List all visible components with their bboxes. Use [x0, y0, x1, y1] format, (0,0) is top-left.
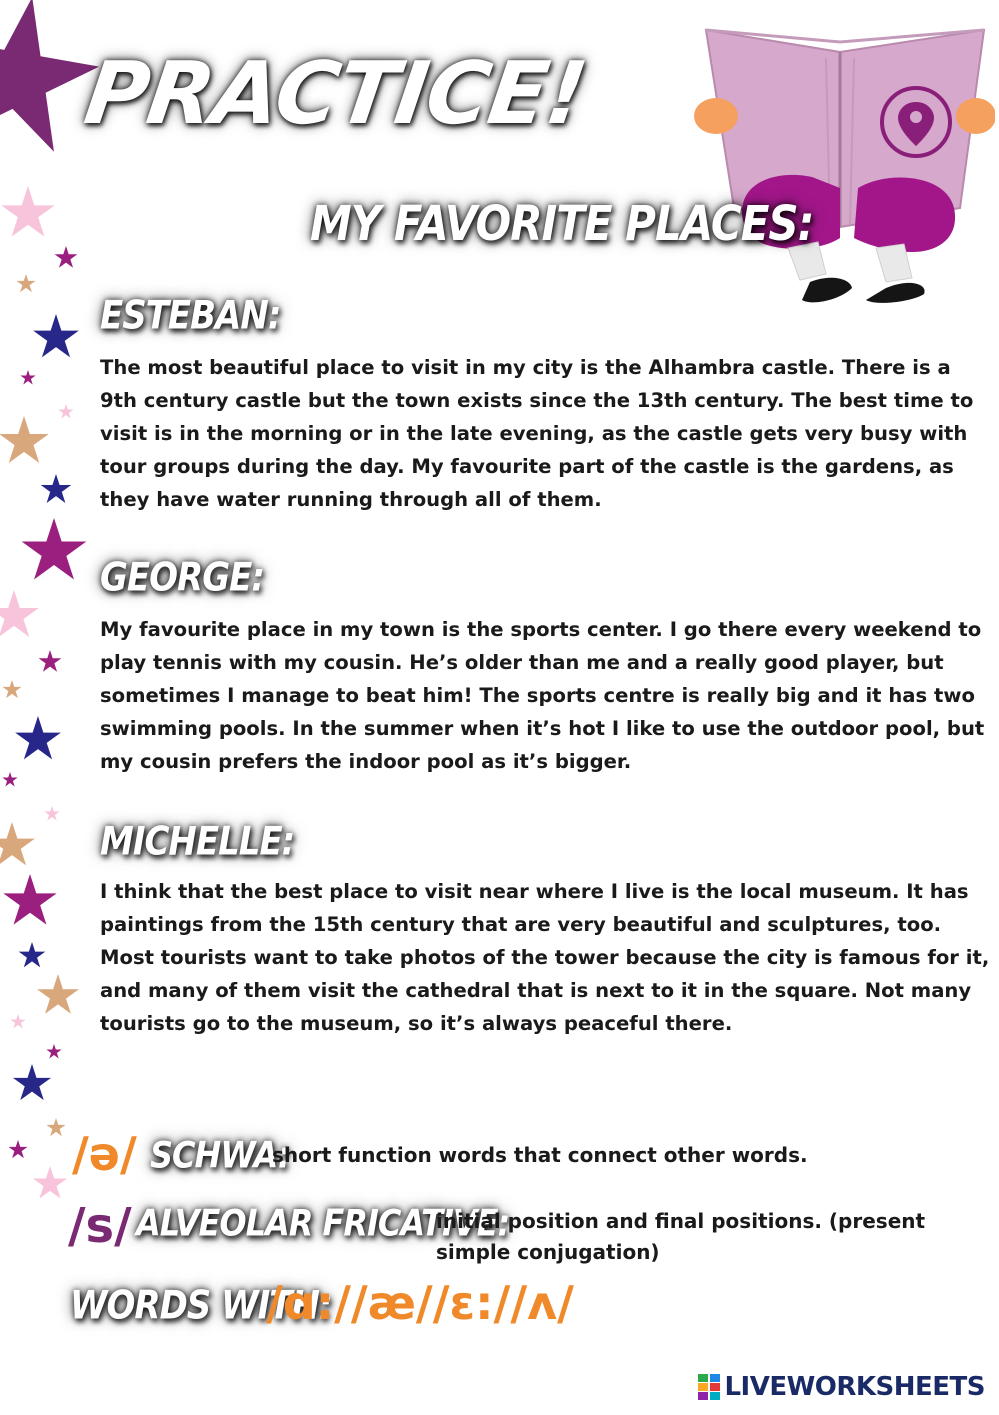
star-icon — [1, 186, 54, 237]
liveworksheets-logo-text: LIVEWORKSHEETS — [724, 1372, 985, 1402]
star-icon — [13, 1064, 51, 1100]
star-icon — [2, 680, 21, 698]
fricative-symbol: /s/ — [68, 1198, 132, 1254]
star-icon — [22, 518, 87, 580]
paragraph-michelle: I think that the best place to visit near where I live is the local museum. It has paintings from the 15th century that are very beautiful and sculptures, too. Most tourists want to take photos of the tower because the city is famous for it, and many of them visit the cathedral that is next to it in the square. Not many tourists go to the museum, so it’s always peaceful there. — [100, 880, 990, 1035]
star-icon — [8, 1140, 27, 1158]
fricative-description: initial position and final positions. (present simple conjugation) — [436, 1209, 926, 1264]
schwa-symbol: /ə/ — [72, 1127, 137, 1181]
reading-person-illustration — [690, 12, 995, 312]
star-icon — [37, 974, 79, 1014]
schwa-description: short function words that connect other words. — [272, 1143, 808, 1167]
speaker-esteban: ESTEBAN: — [100, 293, 281, 339]
star-icon — [0, 590, 39, 637]
star-icon — [0, 822, 35, 865]
star-icon — [46, 1118, 65, 1136]
star-icon — [55, 246, 78, 268]
star-icon — [41, 474, 71, 503]
star-decoration — [0, 0, 100, 1200]
star-icon — [2, 772, 17, 786]
star-icon — [10, 1014, 25, 1028]
liveworksheets-logo-icon — [698, 1374, 720, 1400]
star-icon — [0, 416, 49, 463]
star-icon — [46, 1044, 61, 1058]
paragraph-esteban: The most beautiful place to visit in my city is the Alhambra castle. There is a 9th century castle but the town exists since the 13th century. The best time to visit is in the morning or in the late evening, as the castle gets very busy with tour groups during the day. My favourite part of the castle is the gardens, as they have water running through all of them. — [100, 356, 974, 511]
liveworksheets-logo — [698, 1372, 985, 1402]
star-icon — [19, 942, 46, 967]
star-icon — [16, 274, 35, 292]
star-icon — [33, 314, 79, 357]
star-icon — [39, 650, 62, 672]
fricative-label: ALVEOLAR FRICATIVE: — [136, 1201, 510, 1245]
words-with-label: WORDS WITH: — [70, 1283, 332, 1329]
star-icon — [44, 806, 59, 820]
star-icon — [15, 716, 61, 759]
star-icon — [58, 404, 73, 418]
schwa-label: SCHWA: — [150, 1133, 290, 1177]
paragraph-george: My favourite place in my town is the sports center. I go there every weekend to play tennis with my cousin. He’s older than me and a really good player, but sometimes I manage to beat him! The sports centre is really big and it has two swimming pools. In the summer when it’s hot I like to use the outdoor pool, but my cousin prefers the indoor pool as it’s bigger. — [100, 618, 985, 773]
speaker-michelle: MICHELLE: — [100, 819, 295, 865]
page-subtitle: MY FAVORITE PLACES: — [310, 195, 814, 252]
star-icon — [3, 874, 56, 925]
page-title: PRACTICE! — [78, 44, 593, 144]
star-icon — [33, 1166, 67, 1199]
speaker-george: GEORGE: — [100, 555, 264, 601]
star-icon — [20, 370, 35, 384]
vowel-symbols: /ɑ://æ//ɛ://ʌ/ — [266, 1276, 574, 1330]
